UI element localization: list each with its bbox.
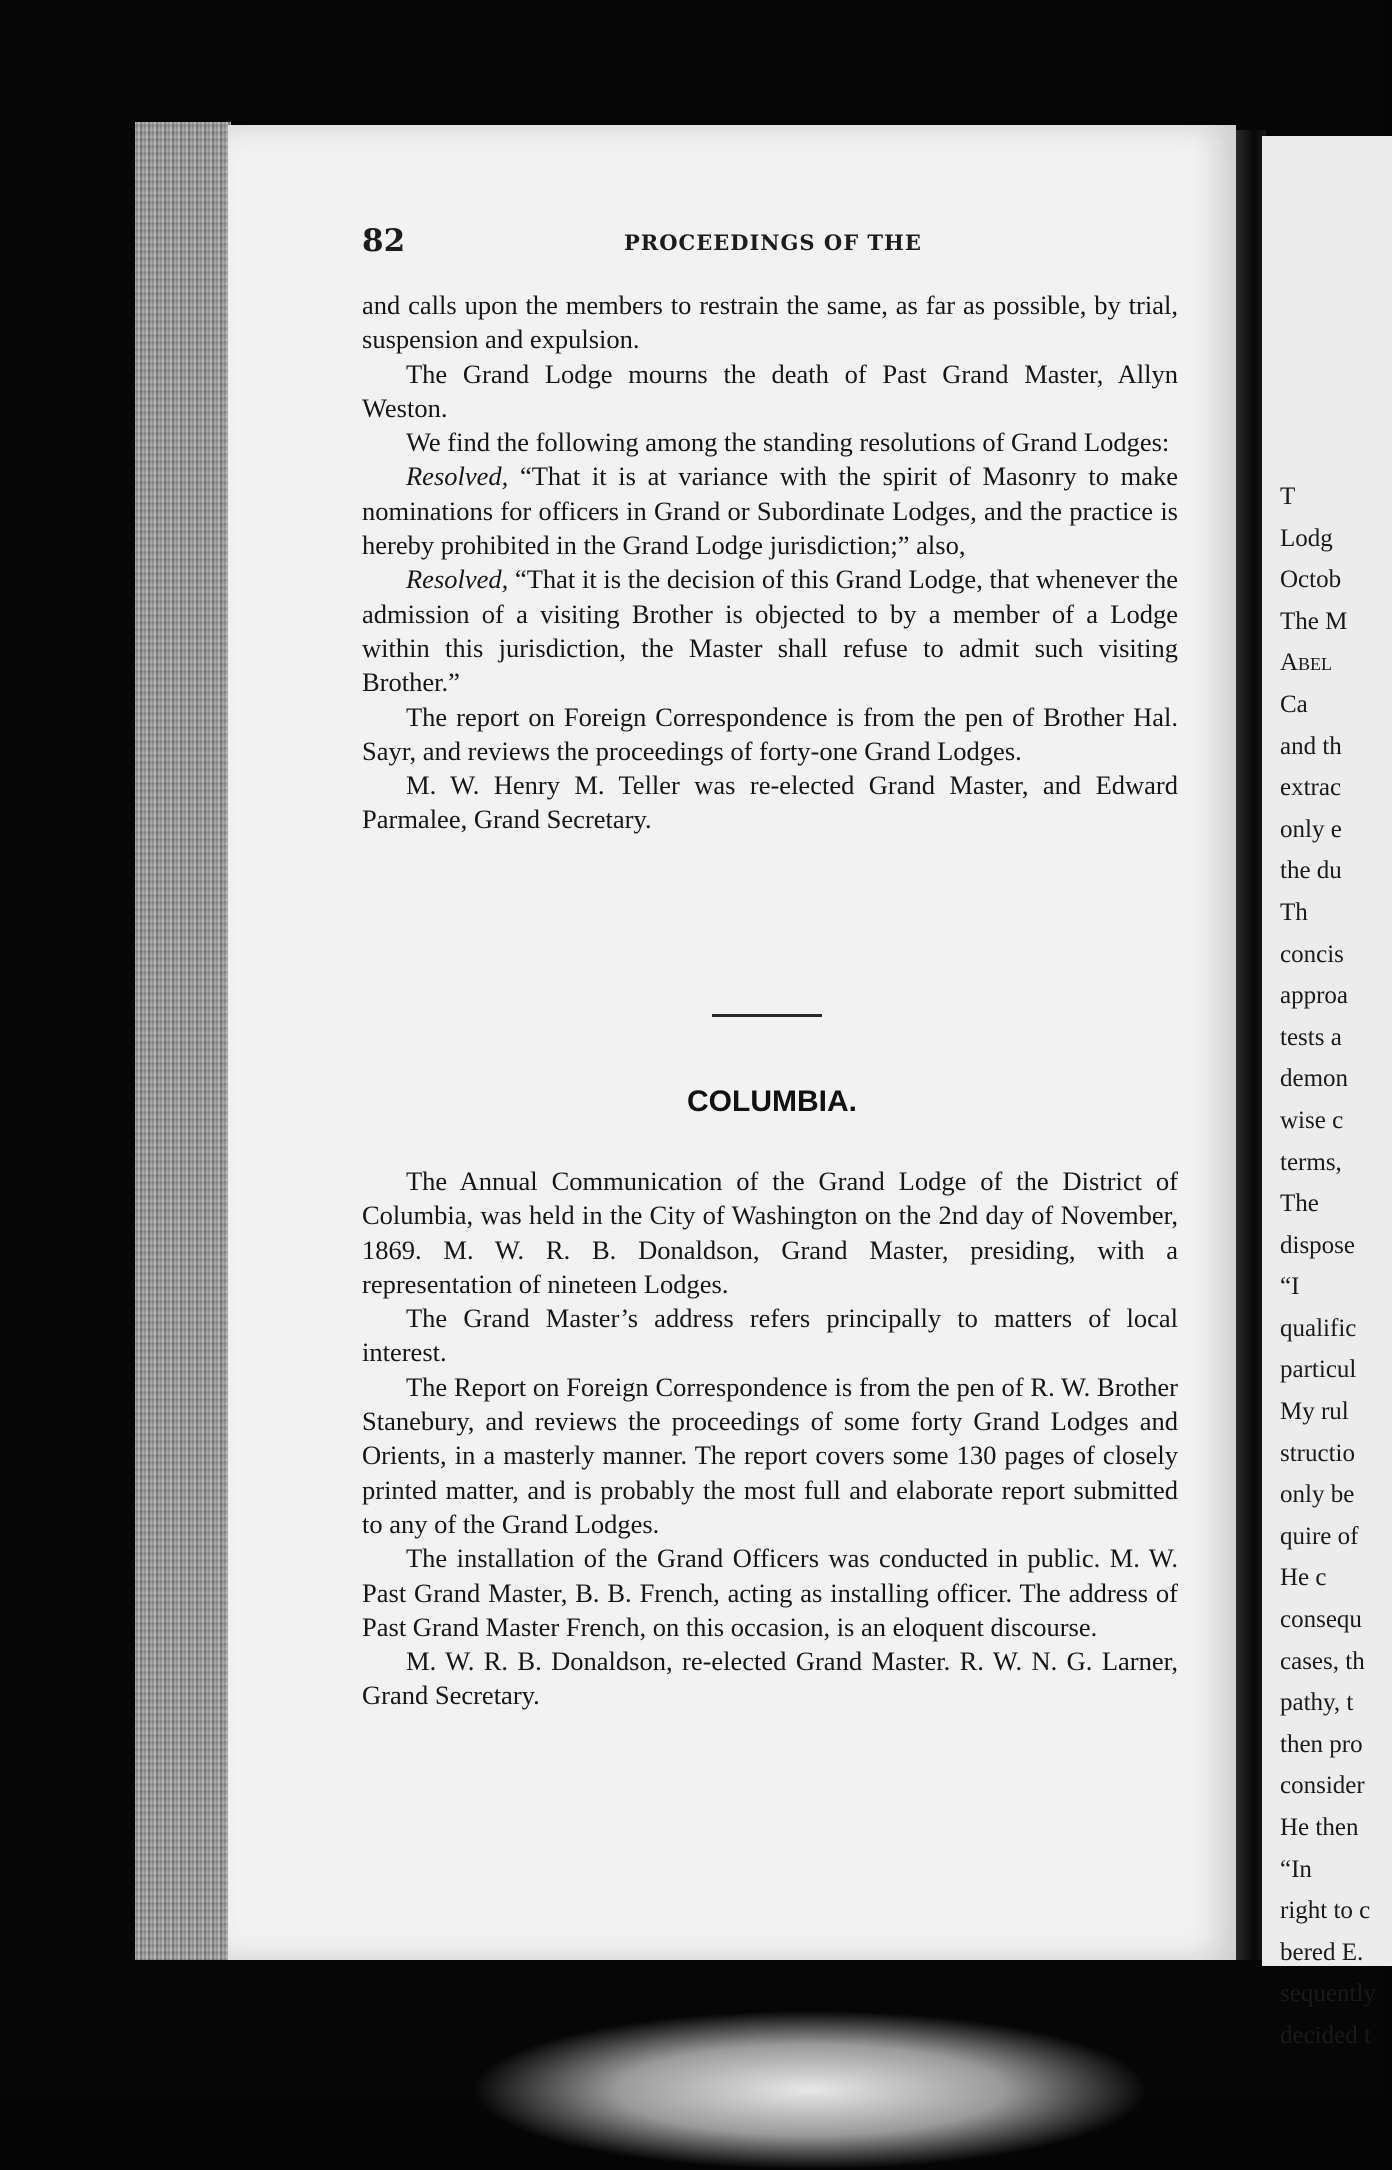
paragraph-text: The report on Foreign Correspondence is from the pen of Brother Hal. Sayr, and reviews the proceedings of forty-one Grand Lodges. [362, 701, 1178, 766]
paragraph-text: and calls upon the members to restrain the same, as far as possible, by trial, suspension and expulsion. [362, 290, 1178, 355]
adjacent-page-line: The M [1280, 607, 1348, 635]
scanner-light-glare [470, 2010, 1150, 2170]
bottom-text-block [362, 1164, 1178, 1713]
adjacent-page [1262, 136, 1392, 2049]
adjacent-page-line: He c [1280, 1564, 1327, 1592]
adjacent-page-line: right to c [1280, 1897, 1371, 1925]
paragraph [362, 357, 1178, 426]
adjacent-page-line: tests a [1280, 1023, 1342, 1051]
adjacent-page-line: wise c [1280, 1106, 1344, 1134]
top-text-block [362, 288, 1178, 837]
adjacent-page-line: decided t [1280, 2021, 1371, 2049]
paragraph [362, 1541, 1178, 1644]
paragraph-text: “That it is at variance with the spirit of Masonry to make nominations for officers in Grand or Subordinate Lodges, and the practice is hereby prohibited in the Grand Lodge jurisdiction;” also, [362, 461, 1178, 561]
paragraph [362, 288, 1178, 357]
resolution-lead: Resolved, [406, 461, 509, 492]
paragraph-text: The Report on Foreign Correspondence is from the pen of R. W. Brother Stanebury, and reviews the proceedings of some forty Grand Lodges and Orients, in a masterly manner. The report covers some 130 pages of closely printed matter, and is probably the most full and elaborate report submitted to any of the Grand Lodges. [362, 1371, 1178, 1539]
adjacent-page-line: “In [1280, 1855, 1312, 1883]
paragraph-text: The Annual Communication of the Grand Lodge of the District of Columbia, was held in the City of Washington on the 2nd day of November, 1869. M. W. R. B. Donaldson, Grand Master, presiding, with a representation of nineteen Lodges. [362, 1166, 1178, 1299]
adjacent-page-text [1280, 476, 1376, 2057]
adjacent-page-line: consider [1280, 1772, 1365, 1800]
paragraph-text: M. W. Henry M. Teller was re-elected Grand Master, and Edward Parmalee, Grand Secretary. [362, 770, 1178, 835]
adjacent-page-line: extrac [1280, 774, 1342, 802]
paragraph [362, 562, 1178, 699]
adjacent-page-line: Lodg [1280, 524, 1333, 552]
adjacent-page-line: Octob [1280, 566, 1342, 594]
adjacent-page-line: approa [1280, 982, 1349, 1010]
adjacent-page-line: consequ [1280, 1606, 1362, 1634]
paragraph-text: M. W. R. B. Donaldson, re-elected Grand Master. R. W. N. G. Larner, Grand Secretary. [362, 1646, 1178, 1711]
paragraph [362, 700, 1178, 769]
adjacent-page-line: T [1280, 483, 1296, 510]
adjacent-page-line: the du [1280, 857, 1342, 885]
adjacent-page-line: particul [1280, 1356, 1357, 1384]
adjacent-page-line: then pro [1280, 1730, 1363, 1758]
page-stack-edge [135, 122, 231, 1960]
adjacent-page-line: My rul [1280, 1398, 1349, 1426]
adjacent-page-line: demon [1280, 1065, 1349, 1093]
paragraph-text: “That it is the decision of this Grand Lodge, that whenever the admission of a visiting Brother is objected to by a member of a Lodge within this jurisdiction, the Master shall refuse to admit such visiting Brother.” [362, 564, 1178, 698]
adjacent-page-line: pathy, t [1280, 1689, 1354, 1717]
paragraph-text: We find the following among the standing resolutions of Grand Lodges: [406, 427, 1170, 458]
paragraph [362, 1644, 1178, 1713]
adjacent-page-line: Abel [1280, 649, 1333, 677]
paragraph [362, 768, 1178, 837]
adjacent-page-line: structio [1280, 1439, 1355, 1467]
adjacent-page-line: qualific [1280, 1314, 1357, 1342]
adjacent-page-line: The [1280, 1190, 1319, 1218]
adjacent-page-line: bered E. [1280, 1938, 1364, 1966]
page-header-title: PROCEEDINGS OF THE [624, 230, 922, 255]
adjacent-page-line: sequently [1280, 1980, 1376, 2008]
adjacent-page-line: dispose [1280, 1231, 1355, 1259]
paragraph [362, 425, 1178, 459]
adjacent-page-line: Th [1280, 898, 1308, 926]
paragraph [362, 1164, 1178, 1301]
paragraph [362, 1301, 1178, 1370]
paragraph-text: The Grand Lodge mourns the death of Past Grand Master, Allyn Weston. [362, 358, 1178, 423]
adjacent-page-line: He then [1280, 1814, 1359, 1841]
adjacent-page-line: only e [1280, 815, 1342, 843]
adjacent-page-line: cases, th [1280, 1647, 1365, 1675]
section-heading: COLUMBIA. [687, 1085, 857, 1118]
adjacent-page-line: terms, [1280, 1148, 1342, 1176]
paragraph-text: The installation of the Grand Officers was conducted in public. M. W. Past Grand Master, B. B. French, acting as installing officer. The address of Past Grand Master French, on this occasion, is an eloquent discourse. [362, 1543, 1178, 1642]
adjacent-page-line: only be [1280, 1481, 1355, 1509]
adjacent-page-line: Ca [1280, 690, 1308, 718]
adjacent-page-line: quire of [1280, 1522, 1359, 1550]
adjacent-page-line: and th [1280, 732, 1342, 760]
section-divider-rule [712, 1014, 822, 1017]
paragraph [362, 1370, 1178, 1541]
paragraph-text: The Grand Master’s address refers principally to matters of local interest. [362, 1303, 1178, 1368]
running-head [362, 223, 1182, 263]
paragraph [362, 459, 1178, 562]
adjacent-page-line: “I [1280, 1273, 1300, 1301]
adjacent-page-line: concis [1280, 940, 1344, 968]
resolution-lead: Resolved, [406, 564, 509, 595]
page-number: 82 [362, 223, 406, 259]
